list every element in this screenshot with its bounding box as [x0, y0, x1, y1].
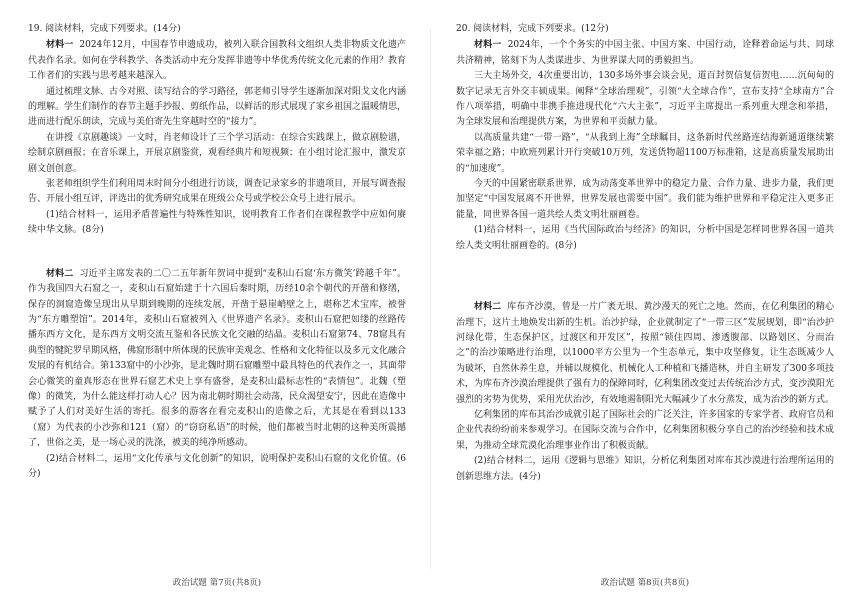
q20-m1-text-1: 2024年，一个个务实的中国主张、中国方案、中国行动，诠释着命运与共、同球共济精神，铭刻下为人类谋进步、为世界谋大同的勇毅担当。: [456, 40, 834, 66]
answer-space: [456, 254, 834, 300]
q20-m1-para-4: 今天的中国紧密联系世界，成为动荡变革世界中的稳定力量、合作力量、进步力量，我们更加坚定“中国发展离不开世界，世界发展也需要中国”。我们能为维护世界和平稳定注入更多正能量，同世界各国一道共绘人类文明壮丽画卷。: [456, 179, 835, 220]
page-right: [456, 22, 834, 485]
q19-m1-para-1: [28, 38, 406, 84]
q19-m1-label: 材料一: [46, 40, 74, 51]
q20-m1-para-1: [456, 38, 834, 69]
q20-m1-para-2: 三大主场外交，4次重要出访，130多场外事会谈会见，道百封贺信复信贺电……沉甸甸的数字记录无言外交丰硕成果。阐释“全球治理观”，引领“大全球合作”，宣布支持“全球南方”合作八项举措，明确中非携手推进现代化“六大主张”，习近平主席提出一系列重大理念和举措，为全球发展和治理提供方案，为世界和平贡献力量。: [456, 71, 834, 128]
q20-subquestion-2: (2)结合材料二，运用《逻辑与思维》知识，分析亿利集团对库布其沙漠进行治理所运用的创新思维方法。(4分): [456, 456, 834, 482]
q20-m1-para-3: 以高质量共建“一带一路”，“从我到上海”全球瞩目，这条新时代丝路连结海新通道继续繁荣幸福之路；中欧班列累计开行突破10万列，发送货物超1100万标准箱，这是高质量发展助出的“加速度”。: [456, 132, 834, 174]
q20-subquestion-1: (1)结合材料一，运用《当代国际政治与经济》的知识，分析中国是怎样同世界各国一道共绘人类文明壮丽画卷的。(8分): [456, 225, 834, 251]
question-20-title: 20. 阅读材料，完成下列要求。(12分): [456, 24, 609, 34]
q20-m2-label: 材料二: [474, 302, 502, 313]
q20-material-1: [456, 38, 834, 223]
q19-material-1: [28, 38, 406, 207]
q19-m2-text-1: 习近平主席发表的二〇二五年新年贺词中提到“麦积山石窟‘东方微笑’跨越千年”。作为我国四大石窟之一，麦积山石窟始建于十六国后秦时期，历经10余个朝代的开凿和修缮，保存的洞窟造像呈现出从早期到晚期的连续发展，开凿于悬崖峭壁之上，堪称艺术宝库，被誉为“东方雕塑馆”。2014年，麦积山石窟被列入《世界遗产名录》。麦积山石窟把如缕的丝路传播东西方文化，是东西方文明交流互鉴和各民族文化交融的结晶。麦积山石窟第74、78窟具有典型的犍陀罗早期风格，佛窟形制中所体现的民族审美观念、性格和文化特征以及多元文化融合发展的有机结合。第133窟中的小沙弥，是北魏时期石窟雕塑中最具特色的代表作之一，其面带会心微笑的童真形态在世界石窟艺术史上享有盛誉，是麦积山最标志性的“表情包”。北魏（塑像）的微笑，为什么能这样打动人心？因为南北朝时期社会动荡，民众渴望安宁，因此在造像中赋予了人们对美好生活的寄托。很多的游客在看完麦积山的造像之后，尤其是在看到以133（窟）为代表的小沙弥和121（窟）的“窃窃私语”的时候，他们都被当时北朝的这种美所震撼了，世俗之美，是一场心灵的洗涤，被美的纯净所感动。: [28, 268, 407, 449]
page-fold-divider: [430, 30, 431, 570]
q19-material-2: [28, 267, 406, 452]
q19-subquestion-1: (1)结合材料一，运用矛盾普遍性与特殊性知识，说明教育工作者们在课程教学中应如何赓续中华文脉。(8分): [28, 209, 406, 236]
q19-m1-para-4: 张老师组织学生们利用周末时间分小组进行访谈，调查记录家乡的非遗项目，开展写调查报告、开展小组互评，评选出的优秀研究成果在班级公众号或学校公众号上进行展示。: [28, 179, 407, 205]
q20-material-2: [456, 300, 834, 454]
answer-space: [28, 239, 406, 267]
q19-m1-para-3: 在讲授《京剧趣谈》一文时，肖老师设计了三个学习活动：在综合实践课上，做京剧脸谱，绘制京剧画报；在音乐课上，开展京剧鉴赏，观看经典片和短视频；在小组讨论汇报中，激发京剧文创创意。: [28, 132, 407, 174]
page-footer-left: 政治试题 第7页(共8页): [172, 578, 262, 588]
q20-m1-label: 材料一: [474, 40, 502, 51]
page-footer-right: 政治试题 第8页(共8页): [600, 578, 690, 588]
q19-m2-para-1: [28, 267, 406, 452]
q20-m2-text-1: 库布齐沙漠，曾是一片广袤无垠、黄沙漫天的死亡之地。然而，在亿利集团的精心治理下，这片土地焕发出新的生机。治沙护绿，企业就制定了“一带三区”发展规划，即“治沙护河绿化带，生态保护区，过渡区和开发区”，按照“锁住四周、渗透腹部、以路划区、分而治之”的治沙策略进行治理，以1000平方公里为一个生态单元，集中攻坚修复，让生态既减少人为破坏，自然休养生息，并辅以规模化、机械化人工种植和飞播造林，并自主研发了300多项技术，为库布齐沙漠治理提供了强有力的保障同时，亿利集团改变过去传统治沙方式，变沙漠阳光强烈的劣势为优势，采用光伏治沙，有效地遏制阳光大幅减少了水分蒸发，成为治沙的新方式。: [456, 302, 835, 405]
q19-m2-label: 材料二: [46, 268, 74, 279]
q19-m1-text-1: 2024年12月，中国春节申遗成功，被列入联合国教科文组织人类非物质文化遗产代表作名录。如何在学科教学、各类活动中充分发挥非遗等中华优秀传统文化元素的作用？教育工作者们的实践与思考越来越深入。: [28, 40, 407, 82]
q19-subquestion-2: (2)结合材料二，运用“文化传承与文化创新”的知识，说明保护麦积山石窟的文化价值。(6分): [28, 453, 406, 479]
page-left: [28, 22, 406, 482]
question-19-title: 19. 阅读材料，完成下列要求。(14分): [28, 24, 181, 34]
q20-m2-para-2: 亿利集团的库布其治沙成就引起了国际社会的广泛关注，许多国家的专家学者、政府官员和企业代表纷纷前来参观学习。在国际交流与合作中，亿利集团积极分享自己的治沙经验和技术成果，为推动全球荒漠化治理事业作出了积极贡献。: [456, 409, 835, 451]
q20-m2-para-1: [456, 300, 834, 408]
q19-m1-para-2: 通过梳理文脉、古今对照、读写结合的学习路径，郭老师引导学生逐渐加深对阳戈文化内涵的理解。学生们制作的春节主题手抄报、剪纸作品，以鲜活的形式展现了家乡祖国之温暖情思，进而进行配乐朗读，完成与美伯寄先生穿越时空的“接力”。: [28, 86, 407, 128]
